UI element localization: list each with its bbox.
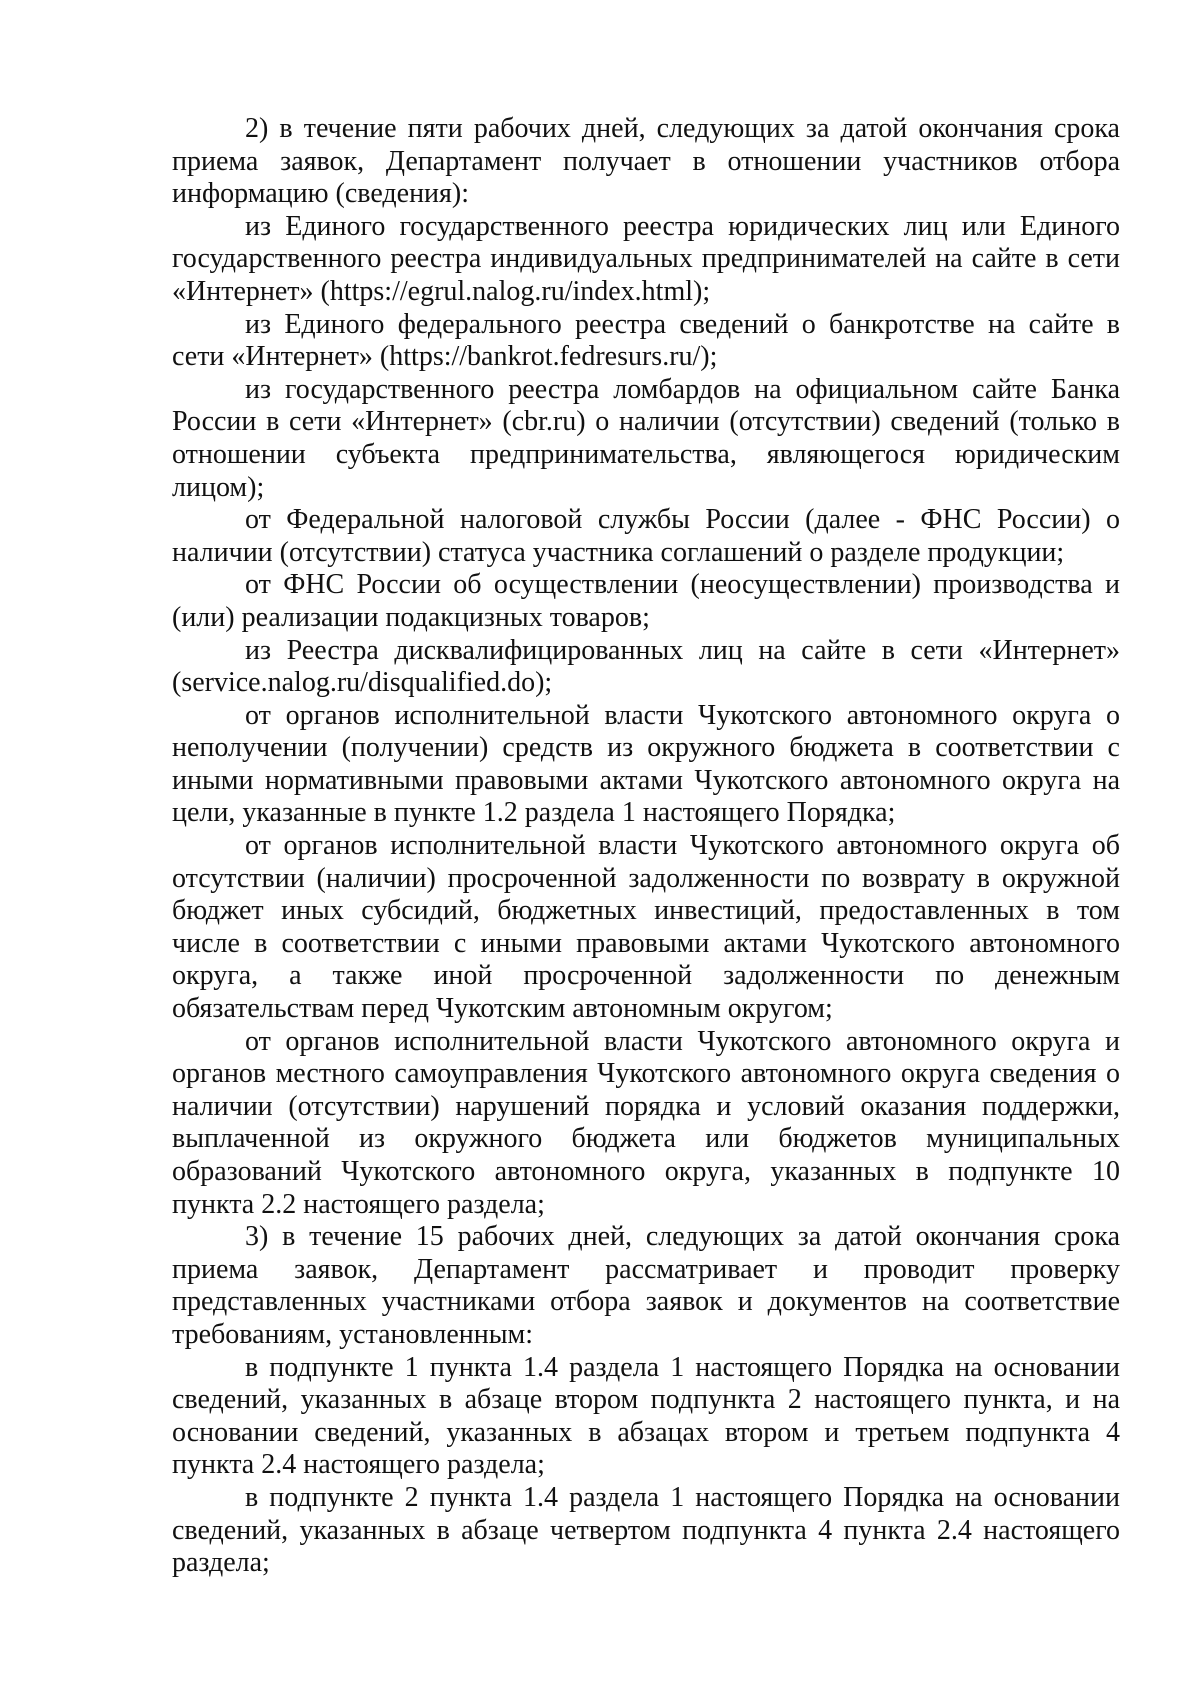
paragraph-bankruptcy-registry: из Единого федерального реестра сведений о банкротстве на сайте в сети «Интернет» (https://bankrot.fedresurs.ru/);: [172, 308, 1120, 373]
paragraph-subitem-1-check: в подпункте 1 пункта 1.4 раздела 1 настоящего Порядка на основании сведений, указанных в абзаце втором подпункта 2 настоящего пункта, и на основании сведений, указанных в абзацах втором и третьем подпункта 4 пункта 2.4 настоящего раздела;: [172, 1351, 1120, 1481]
paragraph-item-3-intro: 3) в течение 15 рабочих дней, следующих за датой окончания срока приема заявок, Департамент рассматривает и проводит проверку представленных участниками отбора заявок и документов на соответствие требованиям, установленным:: [172, 1221, 1120, 1350]
paragraph-support-violations: от органов исполнительной власти Чукотского автономного округа и органов местного самоуправления Чукотского автономного округа сведения о наличии (отсутствии) нарушений порядка и условий оказания поддержки, выплаченной из окружного бюджета или бюджетов муниципальных образований Чукотского автономного округа, указанных в подпункте 10 пункта 2.2 настоящего раздела;: [172, 1025, 1120, 1220]
paragraph-pawnshop-registry: из государственного реестра ломбардов на официальном сайте Банка России в сети «Интернет» (cbr.ru) о наличии (отсутствии) сведений (только в отношении субъекта предпринимательства, являющегося юридическим лицом);: [172, 373, 1120, 503]
paragraph-disqualified-registry: из Реестра дисквалифицированных лиц на сайте в сети «Интернет» (service.nalog.ru/disqualified.do);: [172, 634, 1120, 699]
paragraph-item-2-intro: 2) в течение пяти рабочих дней, следующих за датой окончания срока приема заявок, Департамент получает в отношении участников отбора информацию (сведения):: [172, 113, 1120, 210]
paragraph-fns-excise: от ФНС России об осуществлении (неосуществлении) производства и (или) реализации подакцизных товаров;: [172, 569, 1120, 633]
paragraph-overdue-debt: от органов исполнительной власти Чукотского автономного округа об отсутствии (наличии) просроченной задолженности по возврату в окружной бюджет иных субсидий, бюджетных инвестиций, предоставленных в том числе в соответствии с иными правовыми актами Чукотского автономного округа, а также иной просроченной задолженности по денежным обязательствам перед Чукотским автономным округом;: [172, 830, 1120, 1025]
paragraph-fns-status: от Федеральной налоговой службы России (далее - ФНС России) о наличии (отсутствии) статуса участника соглашений о разделе продукции;: [172, 504, 1120, 568]
paragraph-egrul: из Единого государственного реестра юридических лиц или Единого государственного реестра индивидуальных предпринимателей на сайте в сети «Интернет» (https://egrul.nalog.ru/index.html);: [172, 210, 1120, 307]
document-page: [172, 113, 1120, 1580]
paragraph-budget-funds: от органов исполнительной власти Чукотского автономного округа о неполучении (получении) средств из окружного бюджета в соответствии с иными нормативными правовыми актами Чукотского автономного округа на цели, указанные в пункте 1.2 раздела 1 настоящего Порядка;: [172, 699, 1120, 829]
paragraph-subitem-2-check: в подпункте 2 пункта 1.4 раздела 1 настоящего Порядка на основании сведений, указанных в абзаце четвертом подпункта 4 пункта 2.4 настоящего раздела;: [172, 1481, 1120, 1579]
